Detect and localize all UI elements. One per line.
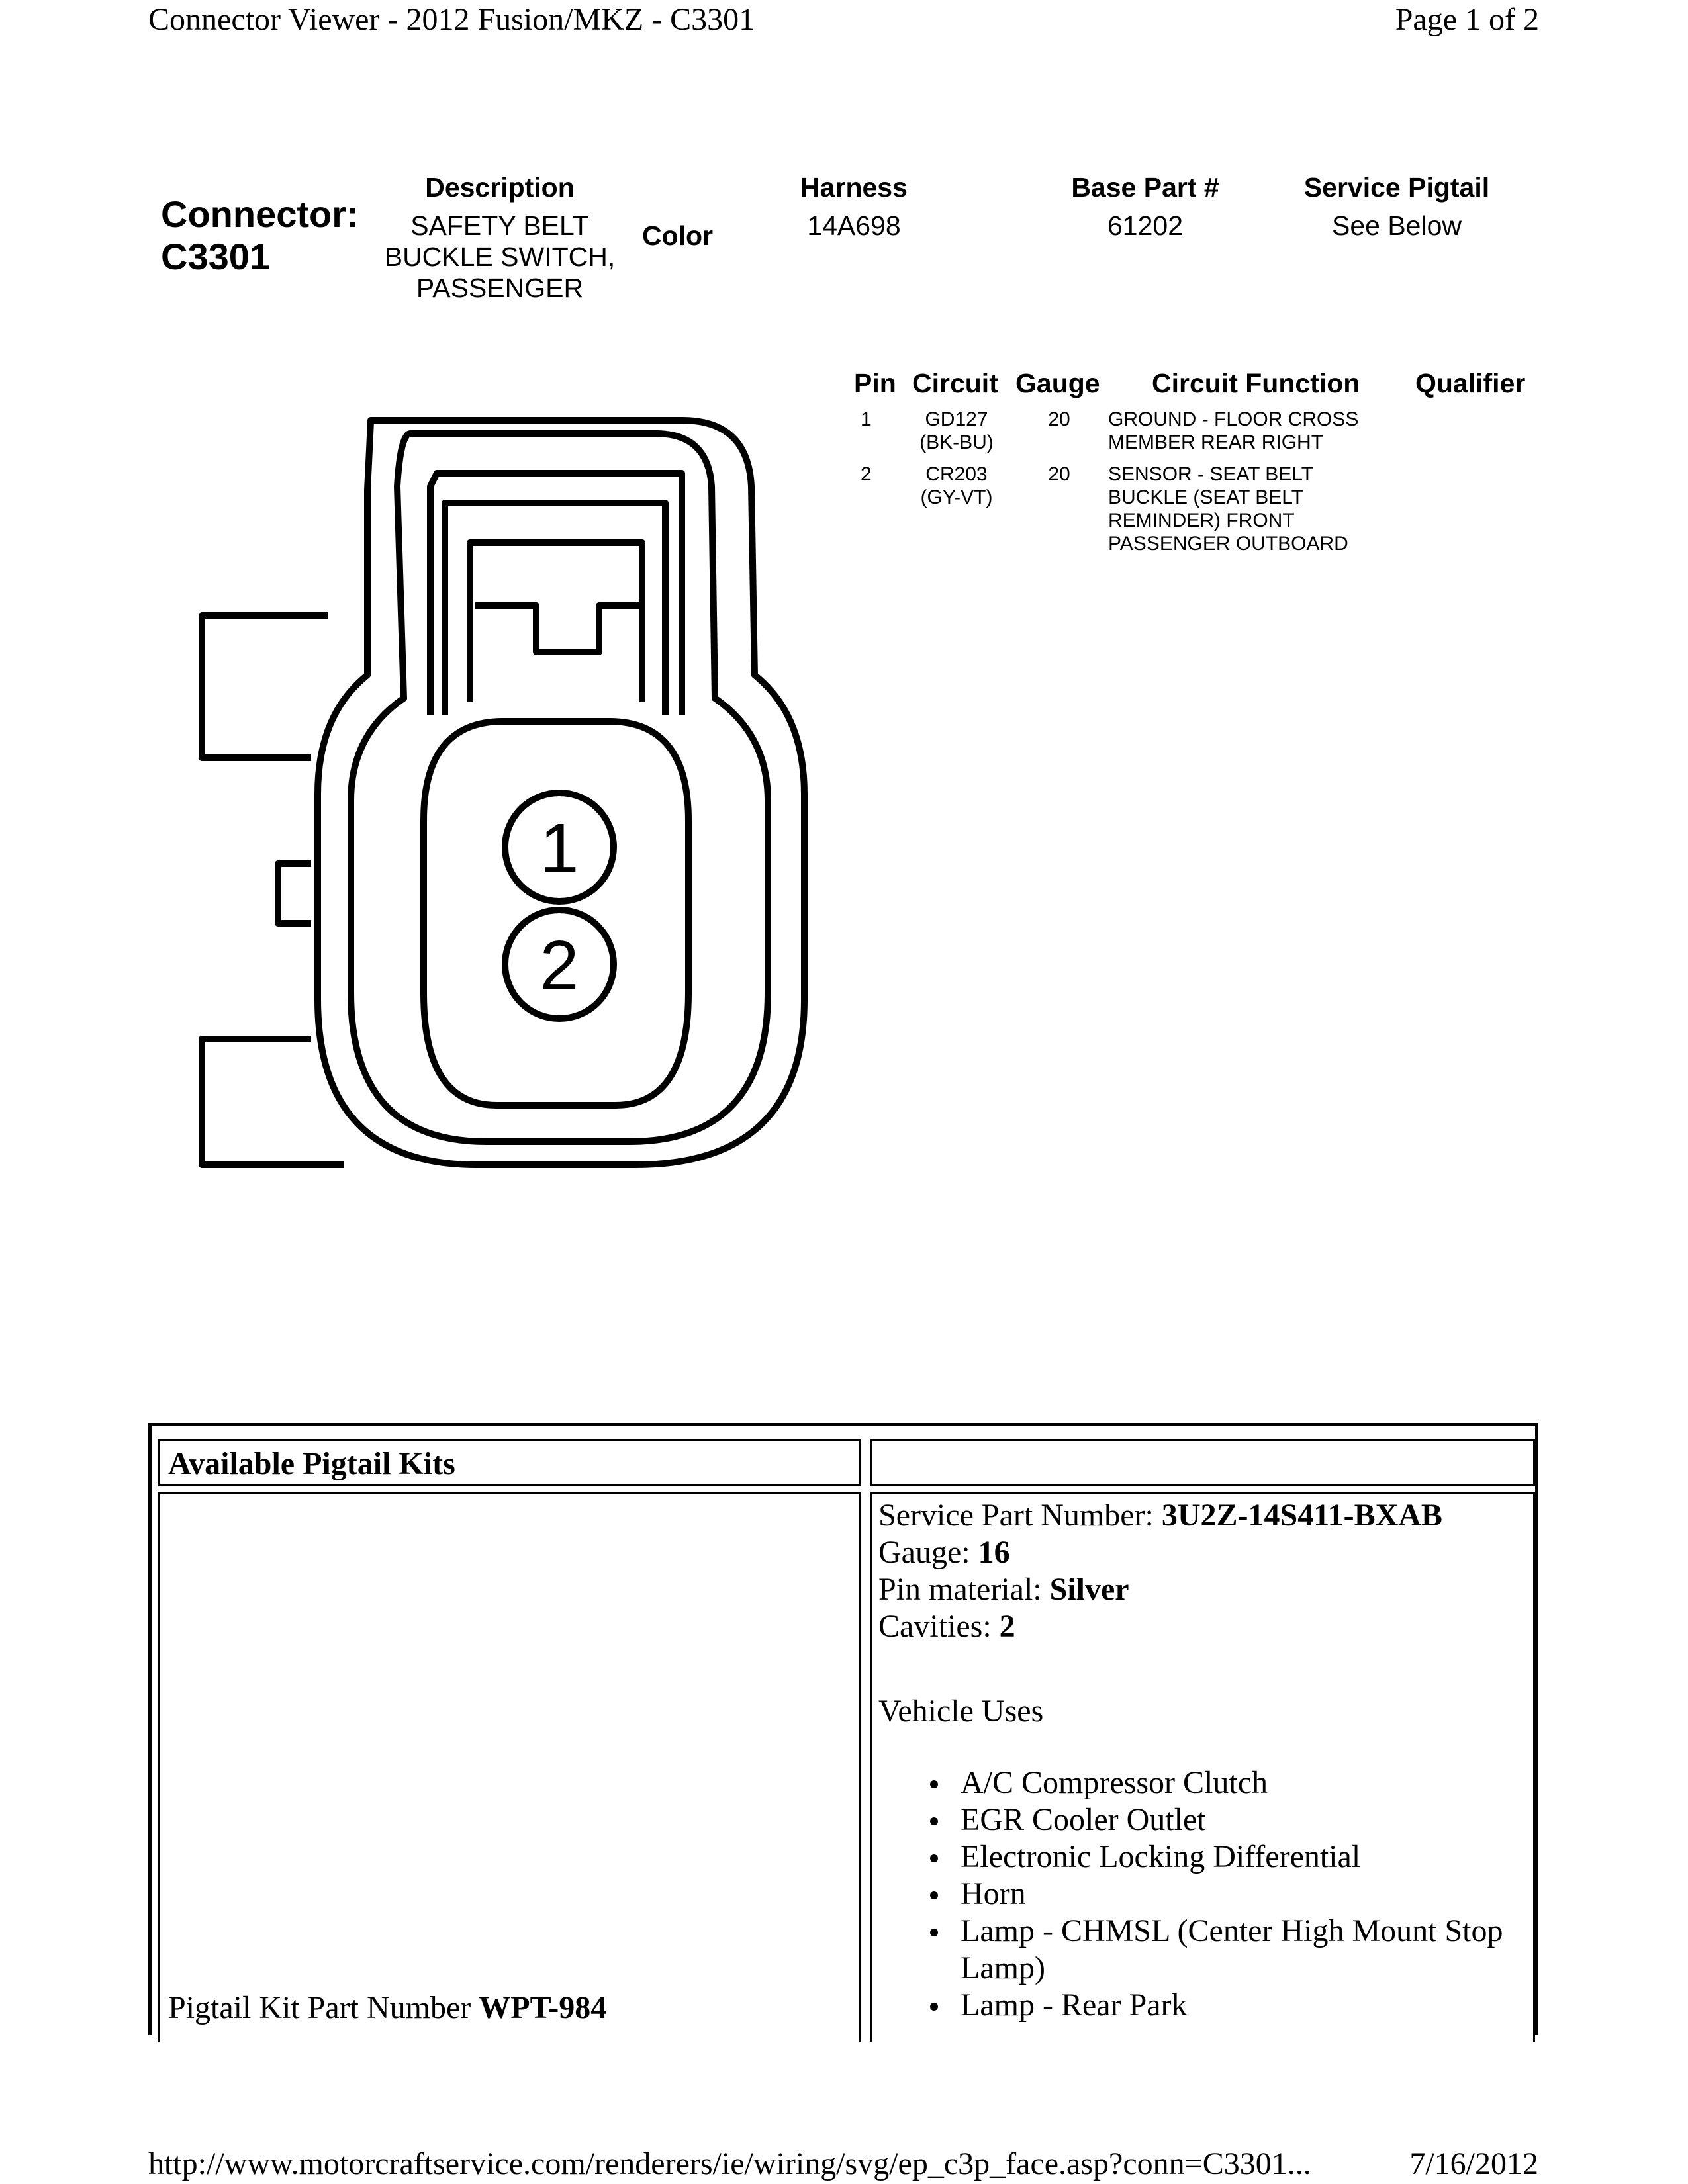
function-line: SENSOR - SEAT BELT (1108, 463, 1314, 485)
connector-lock-tab (470, 543, 642, 702)
vehicle-use-label: Lamp - Rear Park (961, 1987, 1188, 2023)
qualifier-column-header: Qualifier (1415, 368, 1526, 398)
service-pigtail-value: See Below (1331, 210, 1462, 241)
vehicle-use-label: Horn (961, 1876, 1026, 1911)
vehicle-uses-title: Vehicle Uses (878, 1694, 1044, 1729)
kit-cavities (878, 1608, 1442, 1645)
bullet-icon (930, 1817, 938, 1825)
circuit-function-cell (1108, 463, 1386, 555)
circuit-id: CR203 (925, 463, 988, 485)
pin-1-label: 1 (539, 809, 579, 887)
page-footer-date: 7/16/2012 (1409, 2146, 1538, 2181)
bullet-icon (930, 1929, 938, 1936)
circuit-id: GD127 (925, 408, 988, 430)
pin-number: 1 (861, 408, 872, 430)
pigtail-kit-details-cell (870, 1492, 1535, 2042)
pigtail-kit-specs (878, 1497, 1442, 1645)
pin-number: 2 (861, 463, 872, 485)
harness-value: 14A698 (807, 210, 901, 241)
cavities-value: 2 (999, 1609, 1015, 1644)
function-line: GROUND - FLOOR CROSS (1108, 408, 1359, 430)
function-line: BUCKLE (SEAT BELT (1108, 486, 1304, 508)
kit-part-value: WPT-984 (479, 1990, 607, 2025)
vehicle-use-label: EGR Cooler Outlet (961, 1802, 1206, 1837)
list-item (878, 1801, 1527, 1839)
harness-header: Harness (800, 172, 908, 203)
gauge-cell: 20 (1048, 408, 1070, 430)
base-part-value: 61202 (1107, 210, 1183, 241)
pin-column-header: Pin (854, 368, 896, 398)
service-part-label: Service Part Number: (878, 1498, 1162, 1533)
kit-gauge (878, 1534, 1442, 1571)
circuit-cell (902, 463, 1011, 509)
kit-part-label: Pigtail Kit Part Number (168, 1990, 479, 2025)
connector-id: C3301 (161, 236, 271, 277)
description-line: BUCKLE SWITCH, (384, 242, 616, 272)
page-header-title: Connector Viewer - 2012 Fusion/MKZ - C3301 (148, 2, 755, 37)
function-line: PASSENGER OUTBOARD (1108, 533, 1348, 555)
vehicle-use-label: Electronic Locking Differential (961, 1839, 1361, 1874)
list-item (878, 1839, 1527, 1876)
page-number: Page 1 of 2 (1395, 2, 1539, 37)
gauge-label: Gauge: (878, 1535, 978, 1570)
connector-label (161, 193, 359, 278)
pigtail-kit-image-cell (158, 1492, 861, 2042)
circuit-function-cell (1108, 408, 1386, 454)
list-item (878, 1764, 1527, 1801)
description-line: SAFETY BELT (410, 210, 589, 241)
pigtail-kit-title: Available Pigtail Kits (168, 1446, 455, 1481)
description-line: PASSENGER (416, 273, 584, 303)
connector-side-tab (278, 864, 311, 923)
vehicle-uses-list (878, 1764, 1527, 2024)
service-part-value: 3U2Z-14S411-BXAB (1161, 1498, 1442, 1533)
list-item (878, 1987, 1527, 2024)
gauge-value: 16 (978, 1535, 1010, 1570)
service-pigtail-header: Service Pigtail (1303, 172, 1490, 203)
vehicle-use-label: Lamp - CHMSL (Center High Mount Stop Lamp) (961, 1913, 1503, 1985)
pigtail-kit-table (148, 1423, 1538, 2035)
pigtail-kit-part-number (168, 1989, 606, 2026)
vehicle-use-label: A/C Compressor Clutch (961, 1765, 1268, 1800)
connector-upper-latch (202, 615, 328, 758)
description-header: Description (425, 172, 575, 203)
service-part-number (878, 1497, 1442, 1534)
bullet-icon (930, 2003, 938, 2011)
pin-2-label: 2 (539, 927, 579, 1005)
color-header: Color (642, 220, 714, 251)
circuit-column-header: Circuit (912, 368, 998, 398)
list-item (878, 1913, 1527, 1987)
base-part-header: Base Part # (1071, 172, 1219, 203)
circuit-color: (GY-VT) (920, 486, 993, 508)
connector-lock-notch (475, 606, 639, 652)
list-item (878, 1876, 1527, 1913)
description-value (371, 210, 629, 304)
bullet-icon (930, 1780, 938, 1788)
page-footer-url[interactable]: http://www.motorcraftservice.com/renderers/ie/wiring/svg/ep_c3p_face.asp?conn=C3301... (148, 2146, 1311, 2181)
bullet-icon (930, 1891, 938, 1899)
circuit-color: (BK-BU) (919, 432, 994, 453)
pin-material-value: Silver (1049, 1572, 1129, 1607)
connector-label-line1: Connector: (161, 193, 359, 235)
bullet-icon (930, 1854, 938, 1862)
gauge-column-header: Gauge (1015, 368, 1100, 398)
cavities-label: Cavities: (878, 1609, 1000, 1644)
circuit-function-column-header: Circuit Function (1152, 368, 1360, 398)
pigtail-kit-header-cell (158, 1439, 861, 1486)
circuit-cell (902, 408, 1011, 454)
function-line: REMINDER) FRONT (1108, 510, 1295, 531)
function-line: MEMBER REAR RIGHT (1108, 432, 1324, 453)
kit-pin-material (878, 1571, 1442, 1608)
pigtail-kit-header-empty-cell (870, 1439, 1535, 1486)
gauge-cell: 20 (1048, 463, 1070, 485)
pin-material-label: Pin material: (878, 1572, 1050, 1607)
connector-face-diagram (185, 404, 814, 1198)
